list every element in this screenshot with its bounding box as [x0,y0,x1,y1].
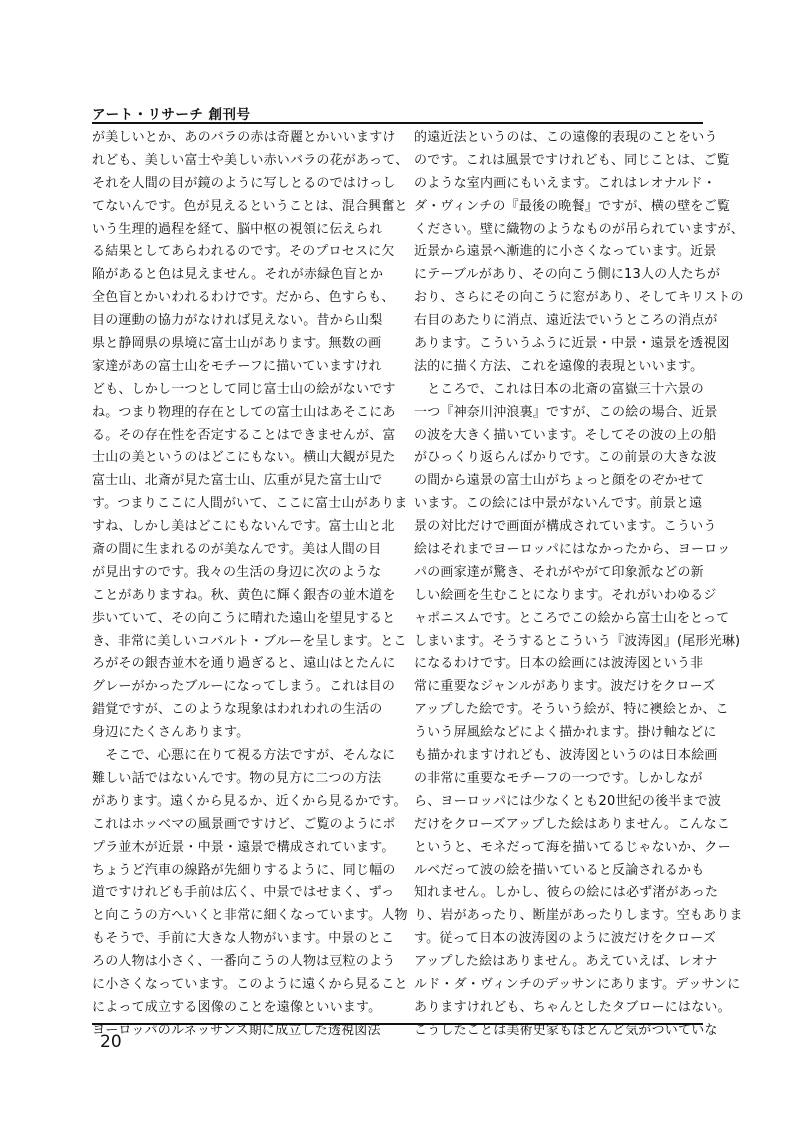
text-line: の非常に重要なモチーフの一つです。しかしなが [414,770,703,786]
text-line: ういう屏風絵などによく描かれます。掛け軸などに [414,725,717,741]
text-line: 近景から遠景へ漸進的に小さくなっています。近景 [414,244,717,260]
text-line: に小さくなっています。このように遠くから見ること [92,976,408,992]
page-number: 20 [100,1032,122,1052]
text-line: ども、しかし一つとして同じ富士山の絵がないです [92,381,396,397]
text-line: ことがありますね。秋、黄色に輝く銀杏の並木道を [92,587,396,603]
text-line: ルベだって波の絵を描いていると反論されるかも [414,862,705,878]
text-line: ら、ヨーロッパには少なくとも20世紀の後半まで波 [414,793,722,809]
text-line: ャポニスムです。ところでこの絵から富士山をとって [414,610,730,626]
text-line: 全色盲とかいわれるわけです。だから、色すらも、 [92,290,395,306]
text-line: す。従って日本の波涛図のように波だけをクローズ [414,931,716,947]
text-line: 歩いていて、その向こうに晴れた遠山を望見すると [92,610,396,626]
text-line: 法的に描く方法、これを遠像的表現といいます。 [414,358,704,374]
text-line: ちょうど汽車の線路が先細りするように、同じ幅の [92,862,396,878]
text-line: いう生理的過程を経て、脳中枢の視領に伝えられ [92,221,383,237]
text-line: がひっくり返らんばかりです。この前景の大きな波 [414,450,717,466]
text-line: き、非常に美しいコバルト・ブルーを呈します。とこ [92,633,407,649]
text-line: パの画家達が驚き、それがやがて印象派などの新 [414,564,704,580]
header-rule [92,122,703,124]
text-line: プラ並木が近景・中景・遠景で構成されています。 [92,839,395,855]
text-line: というと、モネだって海を描いてるじゃないか、クー [414,839,731,855]
text-line: あります。こういうふうに近景・中景・遠景を透視図 [414,336,730,352]
text-line: が見出すのです。我々の生活の身辺に次のような [92,564,382,580]
text-line: 的遠近法というのは、この遠像的表現のことをいう [414,130,718,145]
text-line: こうしたことは美術史家もほとんど気がついていな [414,1022,718,1038]
text-line: も描かれますけれども、波涛図というのは日本絵画 [414,748,718,764]
text-line: もそうで、手前に大きな人物がいます。中景のとこ [92,931,395,947]
text-line: 知れません。しかし、彼らの絵には必ず渚があった [414,885,719,901]
text-line: 県と静岡県の県境に富士山があります。無数の画 [92,336,382,352]
text-line: が美しいとか、あのバラの赤は奇麗とかいいますけ [92,130,396,145]
text-line: グレーがかったブルーになってしまう。これは目の [92,679,396,695]
text-line: のような室内画にもいえます。これはレオナルド・ [414,175,716,191]
text-line: すね、しかし美はどこにもないんです。富士山と北 [92,519,395,535]
text-line: になるわけです。日本の絵画には波涛図という非 [414,656,704,672]
text-line: 身辺にたくさんあります。 [92,725,250,741]
text-line: 難しい話ではないんです。物の見方に二つの方法 [92,770,382,786]
text-line: これはホッベマの風景画ですけど、ご覧のようにポ [92,816,396,832]
text-line: れども、美しい富士や美しい赤いバラの花があって、 [92,152,409,168]
text-line: と向こうの方へいくと非常に細くなっています。人物 [92,908,408,924]
text-line: ありますけれども、ちゃんとしたタブローにはない。 [414,999,731,1015]
text-line: す。つまりここに人間がいて、ここに富士山がありま [92,496,408,512]
text-line: のです。これは風景ですけれども、同じことは、ご覧 [414,152,730,168]
text-line: 斎の間に生まれるのが美なんです。美は人間の目 [92,542,382,558]
text-line: ヨーロッパのルネッサンス期に成立した透視図法 [92,1022,381,1038]
text-line: 士山の美というのはどこにもない。横山大観が見た [92,450,396,466]
text-line: アップした絵です。そういう絵が、特に襖絵とか、こ [414,702,729,718]
text-line: の波を大きく描いています。そしてその波の上の船 [414,427,717,443]
footer-rule [92,1023,703,1025]
text-line: おり、さらにその向こうに窓があり、そしてキリストの [414,290,744,306]
text-line: 常に重要なジャンルがあります。波だけをクローズ [414,679,716,695]
text-line: ください。壁に織物のようなものが吊られていますが、 [414,221,745,237]
text-line: しまいます。そうするとこういう『波涛図』(尾形光琳) [414,633,741,649]
text-line: 右目のあたりに消点、遠近法でいうところの消点が [414,313,718,329]
right-text-column [414,127,745,1043]
text-line: ところで、これは日本の北斎の富嶽三十六景の [414,381,705,397]
text-line: 絵はそれまでヨーロッパにはなかったから、ヨーロッ [414,542,731,558]
text-line: ね。つまり物理的存在としての富士山はあそこにあ [92,404,396,420]
text-line: 陥があると色は見えません。それが赤緑色盲とか [92,267,384,283]
text-line: 目の運動の協力がなければ見えない。昔から山梨 [92,313,383,329]
text-line: 錯覚ですが、このような現象はわれわれの生活の [92,702,383,718]
left-text-column [92,127,409,1043]
text-line: 景の対比だけで画面が構成されています。こういう [414,519,717,535]
text-line: り、岩があったり、断崖があったりします。空もありま [414,908,743,924]
text-line: ダ・ヴィンチの『最後の晩餐』ですが、横の壁をご覧 [414,198,731,214]
text-line: だけをクローズアップした絵はありません。こんなこ [414,816,731,832]
text-line: ルド・ダ・ヴィンチのデッサンにあります。デッサンに [414,976,741,992]
text-line: アップした絵はありません。あえていえば、レオナ [414,954,718,970]
text-line: 富士山、北斎が見た富士山、広重が見た富士山で [92,473,383,489]
text-line: があります。遠くから見るか、近くから見るかです。 [92,793,407,809]
text-line: 一つ『神奈川沖浪裏』ですが、この絵の場合、近景 [414,404,718,420]
text-line: 家達があの富士山をモチーフに描いていますけれ [92,358,382,374]
text-line: の間から遠景の富士山がちょっと顔をのぞかせて [414,473,705,489]
text-line: てないんです。色が見えるということは、混合興奮と [92,198,408,214]
text-line: によって成立する図像のことを遠像といいます。 [92,999,382,1015]
text-line: それを人間の目が鏡のように写しとるのではけっし [92,175,396,191]
text-line: います。この絵には中景がないんです。前景と遠 [414,496,703,512]
text-line: ろの人物は小さく、一番向こうの人物は豆粒のよう [92,954,396,970]
text-line: 道ですけれども手前は広く、中景ではせまく、ずっ [92,885,395,901]
running-header-title: アート・リサーチ 創刊号 [92,107,251,123]
text-line: ろがその銀杏並木を通り過ぎると、遠山はとたんに [92,656,396,672]
text-line: にテーブルがあり、その向こう側に13人の人たちが [414,267,721,283]
text-line: しい絵画を生むことになります。それがいわゆるジ [414,587,717,603]
text-line: る。その存在性を否定することはできませんが、富 [92,427,396,443]
text-line: そこで、心悪に在りて視る方法ですが、そんなに [92,748,396,764]
text-line: る結果としてあらわれるのです。そのプロセスに欠 [92,244,395,260]
